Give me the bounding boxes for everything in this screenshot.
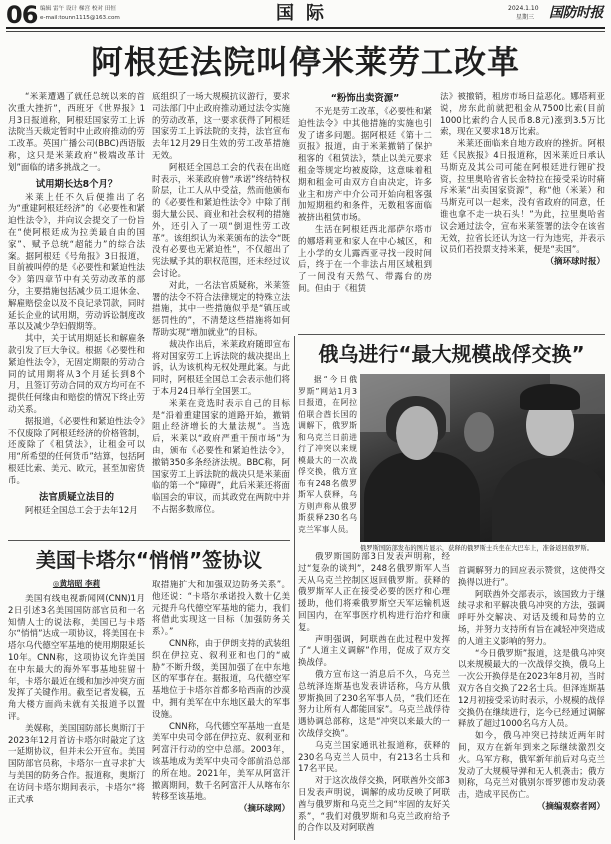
article-source: （摘环球时报） [545, 257, 605, 268]
paragraph: 法》被撤销，租房市场日益恶化。娜塔莉亚说，房东此前就把租金从7500比索(目前1000比索约合人民币8.8元)涨到3.5万比索，现在又要求18万比索。 [440, 92, 605, 138]
soldier-figure-background [464, 412, 494, 452]
us-qatar-column-2 [152, 580, 290, 840]
soldier-face-left [396, 406, 438, 460]
paragraph: 俄方宣布这一消息后不久，乌克兰总统泽连斯基也发表讲话称，乌方从俄罗斯换回了230名军事人员，“我们还在努力让所有人都能回家”。乌克兰战俘待遇协调总部称，这是“冲突以来最大的一次战俘交换”。 [298, 669, 450, 739]
header-divider [6, 27, 605, 29]
paragraph: 米莱还面临来自地方政府的挫折。阿根廷《民族报》4日报道称，因米莱近日承认马斯克及其公司可能在阿根廷进行锂矿投资，拉里奥哈省省长金特拉在接受采访时痛斥米莱“出卖国家资源”，称“他（米莱）和马斯克可以一起来，没有省政府的同意，任谁也拿不走一块石头！”为此，拉里奥哈省议会通过法令，宣布米莱签署的法令在该省无效，拉省长还认为这一行为违宪，并表示议员们若投票支持米莱，便是“卖国”。 [440, 139, 605, 256]
soldier-cap [520, 384, 580, 410]
section-divider [298, 334, 605, 335]
paragraph: 美国有线电视新闻网(CNN)1月2日引述3名美国国防部官员和一名知情人士的说法称，美国已与卡塔尔“悄悄”达成一项协议，将美国在卡塔尔乌代德空军基地的使用期限延长10年。CNN称，这项协议允许美国在中东最大的海外军事基地驻留十年，卡塔尔最近在缓和加沙冲突方面发挥了关键作用。截至记者发稿，五角大楼方面尚未就有关报道予以置评。 [8, 594, 145, 722]
paragraph: 首调解努力的回应表示赞赏，这使得交换得以进行”。 [458, 566, 605, 588]
soldier-figure-right [492, 458, 605, 542]
main-headline: 阿根廷法院叫停米莱劳工改革 [90, 43, 520, 81]
argentina-column-1 [8, 92, 145, 536]
paragraph: 据报道，《必要性和紧迫性法令》不仅废除了阿根廷经济的价格管制，还废除了《租赁法》，让租金可以用“所希望的任何货币”结算，包括阿根廷比索、美元、欧元，甚至加密货币。 [8, 416, 145, 486]
page-number: 06 [6, 1, 38, 29]
paragraph: 声明强调，阿联酋在此过程中发挥了“人道主义调解”作用，促成了双方交换战俘。 [298, 634, 450, 669]
article-source: （摘编观察者网） [536, 801, 605, 812]
header-divider-thin [6, 31, 605, 32]
soldier-figure-left [364, 452, 480, 542]
section-divider [8, 540, 290, 541]
paragraph: 米莱在竞选时表示自己的目标是“沿着重建国家的道路开始，撤销阻止经济增长的大量法规”。当选后，米莱以“政府严重干预市场”为由，颁布《必要性和紧迫性法令》，撤销350多条经济法规。BBC称，阿国家劳工上诉法院的裁决只是米莱面临的第一个“障碍”，此后米莱还将面临国会的审议，而其政党在两院中并不占据多数席位。 [152, 398, 290, 515]
paragraph: 俄罗斯国防部3日发表声明称，经过“复杂的谈判”，248名俄罗斯军人当天从乌克兰控制区返回俄罗斯。获释的俄罗斯军人正在接受必要的医疗和心理援助，他们将乘俄罗斯空天军运输机返回国内，在军事医疗机构进行治疗和康复。 [298, 552, 450, 633]
argentina-column-4 [440, 92, 605, 330]
russia-ukraine-column-right [458, 566, 605, 840]
us-qatar-headline: 美国卡塔尔“悄悄”签协议 [35, 548, 263, 572]
argentina-column-2 [152, 92, 290, 536]
paragraph: 其中，关于试用期延长和解雇条款引发了巨大争议。根据《必要性和紧迫性法令》，无固定期限的劳动合同的试用期将从3个月延长到8个月，且签订劳动合同的双方均可在不提供任何缘由和赔偿的情况下终止劳动关系。 [8, 334, 145, 415]
paragraph: 阿联酋外交部表示，该国致力于继续寻求和平解决俄乌冲突的方法，强调呼吁外交解决、对话及缓和局势的立场，并努力支持所有旨在减轻冲突造成的人道主义影响的努力。 [458, 589, 605, 647]
editor-credits: 编辑 雷午 设计 梯宫 校对 田恒 [40, 6, 117, 12]
section-title: 国际 [276, 3, 336, 24]
photo-caption: 俄罗斯国防部发布的图片显示，获释的俄罗斯士兵坐在大巴车上，准备返回俄罗斯。 [360, 545, 593, 552]
paragraph: 阿根廷全国总工会于去年12月 [25, 505, 138, 516]
us-qatar-column-1 [8, 594, 145, 840]
paragraph: 取措施扩大和加强双边防务关系”。他还说：“卡塔尔承诺投入数十亿美元提升乌代德空军基地的能力，我们将借此实现这一目标（加强防务关系）。” [152, 580, 290, 638]
paragraph: 美媒称，美国国防部长奥斯汀于2023年12月首访卡塔尔时敲定了这一延期协议，但并未公开宣布。美国国防部官员称，卡塔尔一直寻求扩大与美国的防务合作。报道称，奥斯汀在访问卡塔尔期间表示，卡塔尔“将正式承 [8, 723, 145, 805]
russia-ukraine-column-left [298, 552, 450, 840]
newspaper-logo: 国防时报 [549, 5, 603, 21]
subheading: 试用期长达8个月？ [35, 178, 118, 190]
byline: ◎黄培昭 李莉 [52, 579, 101, 588]
prisoner-exchange-photo [360, 374, 605, 542]
paragraph: 不光是劳工改革，《必要性和紧迫性法令》中其他措施的实施也引发了诸多问题。据阿根廷《第十二页报》报道，由于米莱撤销了保护租客的《租赁法》，禁止以美元要求租金等规定均被废除，这意味着租期和租金可由双方自由决定，许多业主和房产中介公司开始向租客强加短期租约和条件，无数租客面临被挤出租赁市场。 [298, 107, 432, 224]
subheading: 法官质疑立法目的 [38, 491, 114, 503]
paragraph: “米莱遭遇了就任总统以来的首次重大挫折”，西班牙《世界报》1月3日报道称，阿根廷国家劳工上诉法院当天裁定暂时中止政府推动的劳工改革。英国广播公司(BBC)西语版称，这只是米莱政府“极端改革计划”面临的诸多挑战之一。 [8, 92, 145, 173]
paragraph: 裁决作出后，米莱政府随即宣布将对国家劳工上诉法院的裁决提出上诉，认为该机构无权处理此案。与此同时，阿根廷全国总工会表示他们将于本月24日举行全国罢工。 [152, 339, 290, 397]
paragraph: 乌克兰国家通讯社报道称，获释的230名乌克兰人员中，有213名士兵和17名平民。 [298, 740, 450, 775]
paragraph: 如今，俄乌冲突已持续近两年时间，双方在新年到来之际继续激烈交火。乌军方称，俄军新年前后对乌克兰发动了大规模导弹和无人机袭击；俄方则称，乌克兰对俄别尔哥罗德市发动袭击，造成平民伤亡。 [458, 731, 605, 801]
russia-ukraine-headline: 俄乌进行“最大规模战俘交换” [318, 342, 585, 366]
issue-date: 2024.1.10 [508, 5, 539, 12]
issue-weekday: 星期三 [516, 14, 535, 21]
russia-ukraine-lead-column [298, 374, 357, 550]
subheading: “粉饰出卖资源” [330, 93, 400, 104]
paragraph: 对此，一名法官质疑称，米莱签署的法令不符合法律规定的特殊立法措施，其中一些措施似乎是“镇压或惩罚性的”，不清楚这些措施将如何帮助实现“增加就业”的目标。 [152, 280, 290, 338]
paragraph: 据“今日俄罗斯”网站1月3日报道，在阿拉伯联合酋长国的调解下，俄罗斯和乌克兰日前进行了冲突以来规模最大的一次战俘交换，俄方宣布有248名俄罗斯军人获释，乌方则声称从俄罗斯获释230名乌克兰军事人员。 [298, 375, 357, 534]
paragraph: CNN称，由于伊朗支持的武装组织在伊拉克、叙利亚和也门的“威胁”不断升级，美国加强了在中东地区的军事存在。据报道，乌代德空军基地位于卡塔尔首都多哈西南的沙漠中，拥有美军在中东地区最大的军事设施。 [152, 638, 290, 720]
paragraph: CNN称，乌代德空军基地一直是美军中央司令部在伊拉克、叙利亚和阿富汗行动的空中总部。2003年，该基地成为美军中央司令部前沿总部的所在地。2021年，美军从阿富汗撤离期间，数千名阿富汗人从喀布尔转移至该基地。 [152, 721, 290, 803]
paragraph: “今日俄罗斯”报道，这是俄乌冲突以来规模最大的一次战俘交换，俄乌上一次公开换俘是在2023年8月初，当时双方各自交换了22名士兵。但泽连斯基12月初接受采访时表示，小规模的战俘交换仍在继续进行，迄今已经通过调解释放了超过1000名乌方人员。 [458, 648, 605, 730]
paragraph: 对于这次战俘交换，阿联酋外交部3日发表声明说，调解的成功反映了阿联酋与俄罗斯和乌克兰之间“牢固的友好关系”，“我们对俄罗斯和乌克兰政府给予的合作以及对阿联酋 [298, 776, 450, 834]
argentina-column-3 [298, 92, 432, 330]
paragraph: 底组织了一场大规模抗议游行，要求司法部门中止政府推动通过法令实施的劳动改革，这一要求获得了阿根廷国家劳工上诉法院的支持，法官宣布去年12月29日生效的劳工改革措施无效。 [152, 92, 290, 161]
article-source: （摘环球网） [238, 804, 290, 815]
paragraph: 米莱上任不久后便推出了名为“重建阿根廷经济”的《必要性和紧迫性法令》，并向议会提交了一份旨在“使阿根廷成为拉美最自由的国家”、赋予总统“超能力”的综合法案。据阿根廷《号角报》3日报道，目前被叫停的是《必要性和紧迫性法令》第四章节中有关劳动改革的部分，主要措施包括减少员工退休金、解雇赔偿金以及不良记录罚款，同时延长企业的试用期，劳动诉讼制度改革以及减少孕妇假期等。 [8, 192, 145, 333]
editor-email: e-mail:tounn1115@163.com [40, 15, 120, 21]
paragraph: 生活在阿根廷西北部萨尔塔市的娜塔莉亚和家人在中心城区，和上小学的女儿露西亚寻找一段时间后，终于在一个非法占用区域租到了一间没有天然气、带露台的房间。但由于《租赁 [298, 224, 432, 294]
paragraph: 阿根廷全国总工会的代表在出庭时表示，米莱政府曾“承诺”终结特权阶层，让工人从中受益，然而他颁布的《必要性和紧迫性法令》中除了削弱大量公民、商业和社会权利的措施外，还引入了一项“倒退性劳工改革”。该组织认为米莱颁布的法令“既没有必要也无紧迫性”，不仅超出了宪法赋予其的职权范围，还未经过议会讨论。 [152, 162, 290, 279]
column-divider [294, 336, 295, 840]
